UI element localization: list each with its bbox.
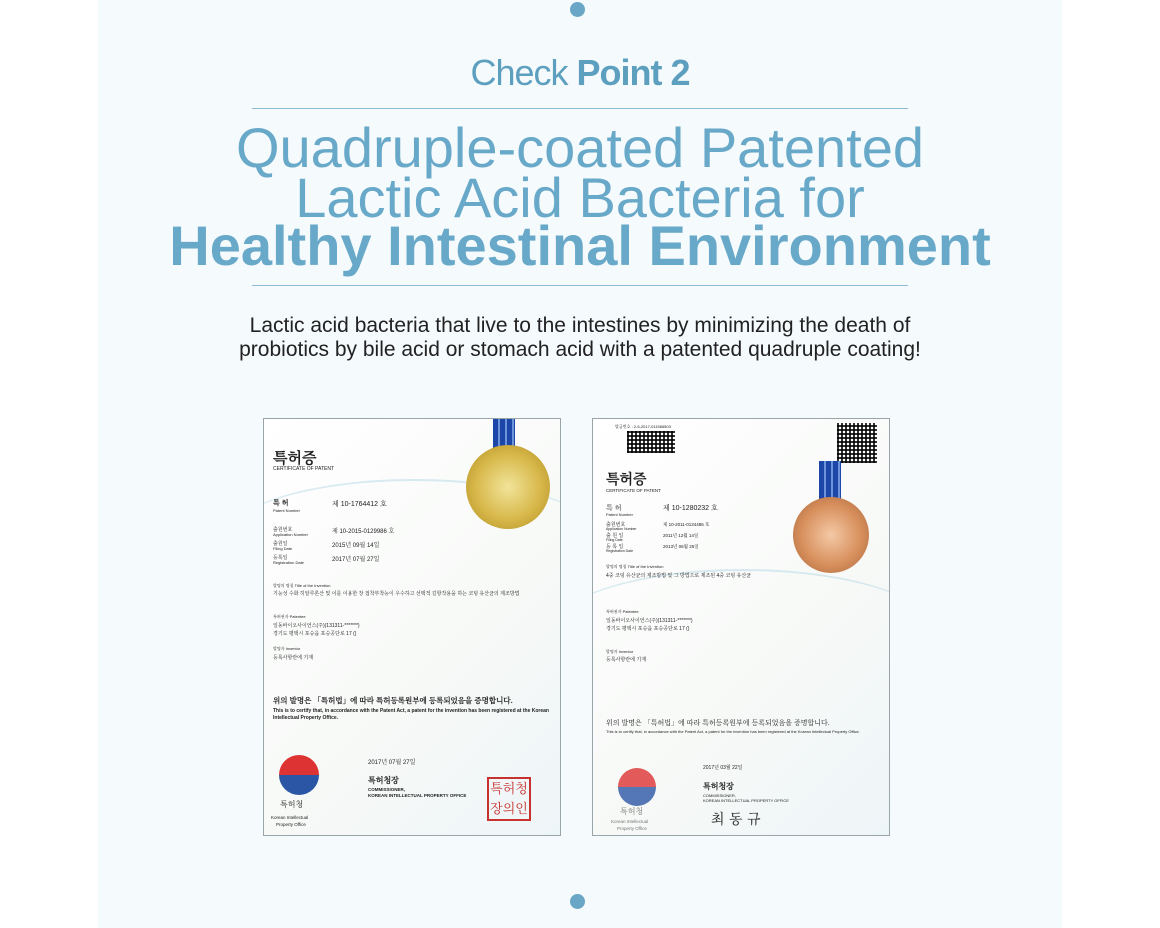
cert-title: 특허증 [273, 450, 317, 467]
filing-date: 2015년 09월 14일 [332, 543, 380, 549]
cert-subtitle: CERTIFICATE OF PATENT [273, 466, 335, 472]
heading-divider-bottom [252, 285, 908, 286]
top-dot-ornament [570, 2, 585, 17]
barcode-icon [627, 431, 675, 453]
owner-label [273, 614, 306, 620]
statement-en: This is to certify that, in accordance with the Patent Act, a patent for the invention has been registered at the Korean Intellectual Property Office. [606, 729, 860, 734]
filing-label: 출 원 일 [606, 533, 624, 539]
owner-label-en: Patentee [622, 609, 639, 614]
bottom-dot-ornament [570, 894, 585, 909]
application-label-en: Application Number [606, 527, 637, 531]
owner-label-kr: 특허권자 [273, 614, 289, 619]
owner-name: 일동바이오사이언스(주)(131311-*******) [606, 618, 693, 624]
office-en-1: Korean Intellectual [271, 815, 309, 820]
cert-title: 특허증 [606, 471, 647, 487]
title-line-2: Lactic Acid Bacteria for [295, 166, 865, 229]
commissioner-en-2: KOREAN INTELLECTUAL PROPERTY OFFICE [703, 798, 789, 803]
ribbon-icon [819, 461, 841, 501]
patent-number: 제 10-1280232 호 [663, 505, 718, 512]
office-en-2: Property Office [617, 826, 647, 831]
office-kr: 특허청 [280, 800, 304, 809]
official-stamp: 특허청장의인 [487, 777, 531, 821]
patent-label: 특 허 [606, 505, 622, 512]
invention-label-en: Title of the Invention [294, 583, 331, 588]
inventor-label [273, 646, 300, 652]
filing-label-en: Filing Date [606, 538, 623, 542]
application-label: 출원번호 [273, 527, 293, 533]
inventor-label-kr: 발명자 [606, 649, 618, 654]
inventor-label [606, 649, 633, 655]
invention-label [606, 564, 663, 570]
title-line-3: Healthy Intestinal Environment [169, 214, 991, 277]
owner-address: 경기도 평택시 포승읍 포승공단로 17 () [606, 626, 690, 632]
inventor-value: 등록사항란에 기재 [606, 657, 647, 663]
commissioner-en-1: COMMISSIONER, [703, 793, 736, 798]
point-number: Point 2 [576, 52, 690, 93]
application-number: 제 10-2011-0134486 호 [663, 522, 710, 527]
cert-subtitle: CERTIFICATE OF PATENT [606, 488, 661, 493]
statement-en: This is to certify that, in accordance with the Patent Act, a patent for the invention has been registered at the Korean Intellectual Property Office. [273, 708, 549, 721]
patent-label-en: Patent Number [606, 512, 633, 517]
patent-number: 제 10-1764412 호 [332, 501, 387, 508]
invention-title: 기능성 수화 히알루론산 및 이를 이용한 장 접착부착능이 우수하고 선택적 길항작용을 하는 코팅 유산균의 제조방법 [273, 591, 520, 597]
application-label-en: Application Number [273, 532, 308, 537]
filing-label-en: Filing Date [273, 546, 293, 551]
heading-divider-top [252, 108, 908, 109]
invention-label [273, 583, 330, 589]
commissioner-en-2: KOREAN INTELLECTUAL PROPERTY OFFICE [368, 793, 467, 798]
commissioner-signature: 최 동 규 [711, 812, 761, 828]
invention-label-kr: 발명의 명칭 [606, 564, 627, 569]
registration-label-en: Registration Date [606, 549, 634, 553]
office-en-2: Property Office [276, 822, 306, 827]
registration-label: 등록일 [273, 555, 288, 561]
patent-label-en: Patent Number [273, 508, 300, 513]
office-en-1: Korean Intellectual [611, 819, 649, 824]
inventor-label-en: Inventor [618, 649, 634, 654]
owner-label-en: Patentee [289, 614, 306, 619]
filing-date: 2011년 12월 14일 [663, 533, 699, 538]
statement-kr: 위의 발명은 「특허법」에 따라 특허등록원부에 등록되었음을 증명합니다. [606, 720, 830, 727]
kipo-logo-icon [279, 755, 319, 795]
issue-date: 2017년 07월 27일 [368, 760, 416, 766]
gold-seal-icon [466, 445, 550, 529]
check-label: Check [470, 52, 568, 93]
inventor-label-en: Inventor [285, 646, 301, 651]
issue-date: 2017년 03월 22일 [703, 765, 743, 771]
invention-label-kr: 발명의 명칭 [273, 583, 294, 588]
invention-title: 4중 코팅 유산균의 제조방법 및 그 방법으로 제조된 4중 코팅 유산균 [606, 573, 752, 579]
check-point-heading [0, 52, 1160, 94]
registration-label-en: Registration Date [273, 560, 304, 565]
commissioner-kr: 특허청장 [703, 782, 734, 791]
patent-label: 특 허 [273, 500, 289, 507]
commissioner-en-1: COMMISSIONER, [368, 787, 406, 792]
owner-label-kr: 특허권자 [606, 609, 622, 614]
owner-label [606, 609, 639, 615]
qr-code-icon [837, 423, 877, 463]
registration-date: 2017년 07월 27일 [332, 557, 380, 563]
registration-label: 등 록 일 [606, 544, 624, 550]
inventor-label-kr: 발명자 [273, 646, 285, 651]
invention-label-en: Title of the Invention [627, 564, 664, 569]
inventor-value: 등록사항란에 기재 [273, 655, 314, 661]
serial-number: 발급번호 : 2-5-2017-011566503 [615, 424, 671, 429]
filing-label: 출원일 [273, 541, 288, 547]
patent-certificate-2 [592, 418, 890, 836]
commissioner-kr: 특허청장 [368, 776, 399, 785]
owner-name: 일동바이오사이언스(주)(131311-*******) [273, 623, 360, 629]
statement-kr: 위의 발명은 「특허법」에 따라 특허등록원부에 등록되었음을 증명합니다. [273, 696, 513, 705]
application-label: 출원번호 [606, 522, 626, 528]
kipo-logo-icon [618, 768, 656, 806]
patent-certificate-1 [263, 418, 561, 836]
application-number: 제 10-2015-0129986 호 [332, 529, 395, 535]
description-text: Lactic acid bacteria that live to the intestines by minimizing the death of probiotics by bile acid or stomach acid with a patented quadruple coating! [239, 314, 921, 361]
registration-date: 2013년 06월 25일 [663, 544, 699, 549]
owner-address: 경기도 평택시 포승읍 포승공단로 17 () [273, 631, 357, 637]
bronze-seal-icon [793, 497, 869, 573]
office-kr: 특허청 [620, 807, 644, 816]
title-line-1: Quadruple-coated Patented [235, 116, 925, 179]
